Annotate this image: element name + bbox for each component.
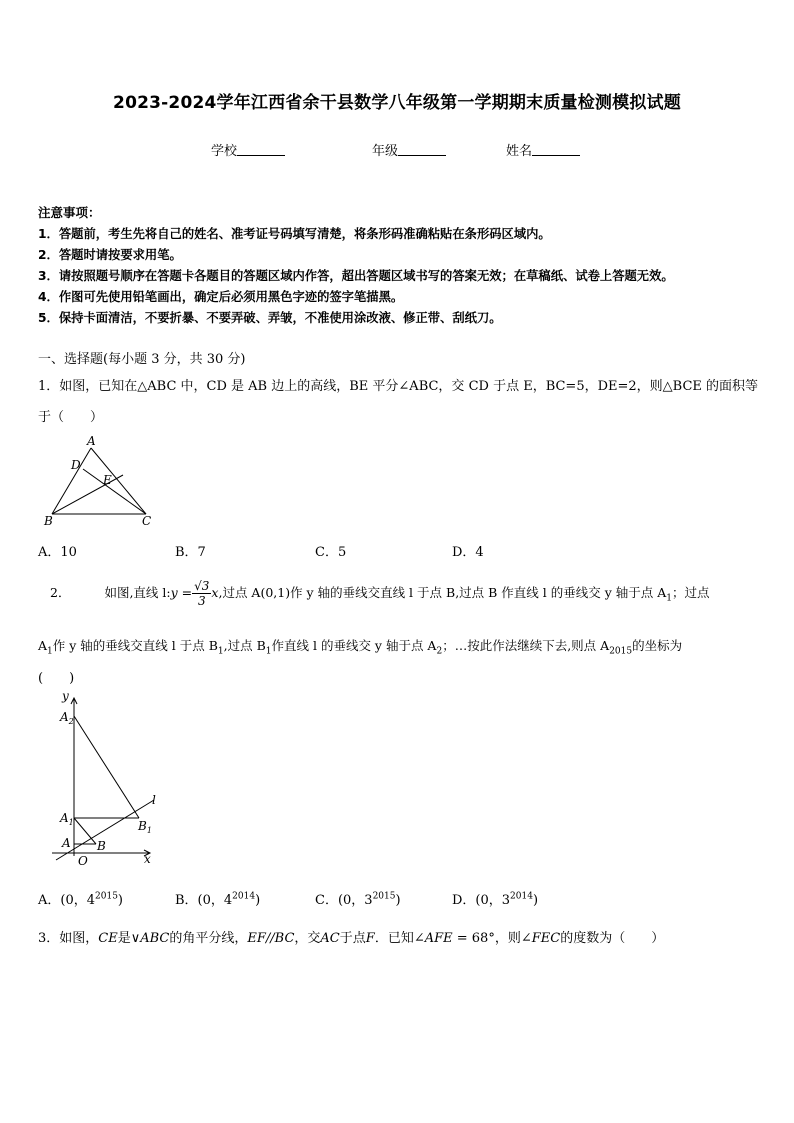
q2-text-line1: 2． 如图,直线 l:y = $\frac{√3}{3}$ x,过点 A(0,1)作 y 轴的垂线交直线 l 于点 B,过点 B 作直线 l 的垂线交 y 轴于点 $A_1$；过点 [50, 579, 710, 608]
q2-label-a2: $A_2$ [60, 710, 74, 726]
q1-option-a[interactable]: A．10 [38, 545, 77, 560]
page-title: 2023-2024学年江西省余干县数学八年级第一学期期末质量检测模拟试题 [113, 93, 681, 113]
q1-label-b: B [44, 514, 53, 528]
notice-item: 3．请按照题号顺序在答题卡各题目的答题区域内作答，超出答题区域书写的答案无效；在草稿纸、试卷上答题无效。 [38, 269, 674, 283]
q2-text-line3: ( ) [38, 671, 75, 686]
notice-item: 2．答题时请按要求用笔。 [38, 248, 182, 262]
q2-label-o: O [78, 854, 88, 868]
notice-item: 4．作图可先使用铅笔画出，确定后必须用黑色字迹的签字笔描黑。 [38, 290, 404, 304]
grade-field[interactable]: 年级 [372, 140, 446, 159]
q2-label-b: B [97, 839, 106, 853]
school-blank[interactable] [237, 143, 285, 156]
q1-triangle-figure [38, 432, 168, 530]
notice-title: 注意事项： [38, 205, 101, 220]
school-field[interactable]: 学校 [211, 140, 285, 159]
q2-label-a: A [62, 836, 71, 850]
notice-item: 5．保持卡面清洁，不要折暴、不要弄破、弄皱，不准使用涂改液、修正带、刮纸刀。 [38, 311, 502, 325]
q2-option-a[interactable]: A．(0，$4^{2015}$) [38, 891, 123, 908]
section-heading: 一、选择题(每小题 3 分，共 30 分) [38, 352, 246, 367]
q1-label-a: A [87, 434, 96, 448]
q2-label-a1: $A_1$ [60, 811, 74, 827]
notice-item: 1．答题前，考生先将自己的姓名、准考证号码填写清楚，将条形码准确粘贴在条形码区域内。 [38, 227, 551, 241]
q2-label-l: l [152, 793, 156, 807]
q2-fraction: $\frac{√3}{3}$ [194, 579, 210, 608]
q2-option-b[interactable]: B．(0，$4^{2014}$) [175, 891, 261, 908]
q1-label-d: D [71, 458, 81, 472]
name-field[interactable]: 姓名 [506, 140, 580, 159]
q2-text-line2: $A_1$作 y 轴的垂线交直线 l 于点 $B_1$,过点 $B_1$作直线 l 的垂线交 y 轴于点 $A_2$；…按此作法继续下去,则点 $A_{2015}$的坐标为 [38, 638, 683, 657]
q2-label-x: x [144, 852, 151, 866]
q2-label-b1: $B_1$ [138, 819, 152, 835]
q1-option-d[interactable]: D．4 [452, 545, 484, 560]
q3-text-line1: 3．如图，CE是∨ABC的角平分线，EF//BC，交AC于点F．已知∠AFE = 68°，则∠FEC的度数为（ ） [38, 931, 665, 946]
q1-text-line1: 1．如图，已知在△ABC 中，CD 是 AB 边上的高线，BE 平分∠ABC，交 CD 于点 E，BC=5，DE=2，则△BCE 的面积等 [38, 379, 759, 394]
q2-option-d[interactable]: D．(0，$3^{2014}$) [452, 891, 539, 908]
grade-blank[interactable] [398, 143, 446, 156]
q1-label-c: C [142, 514, 152, 528]
q2-label-y: y [62, 689, 69, 703]
name-blank[interactable] [532, 143, 580, 156]
q1-option-c[interactable]: C．5 [315, 545, 347, 560]
q2-coordinate-figure [46, 688, 164, 868]
q1-option-b[interactable]: B．7 [175, 545, 206, 560]
q2-option-c[interactable]: C．(0，$3^{2015}$) [315, 891, 401, 908]
q1-label-e: E [103, 473, 112, 487]
q1-text-line2: 于（ ） [38, 410, 104, 425]
